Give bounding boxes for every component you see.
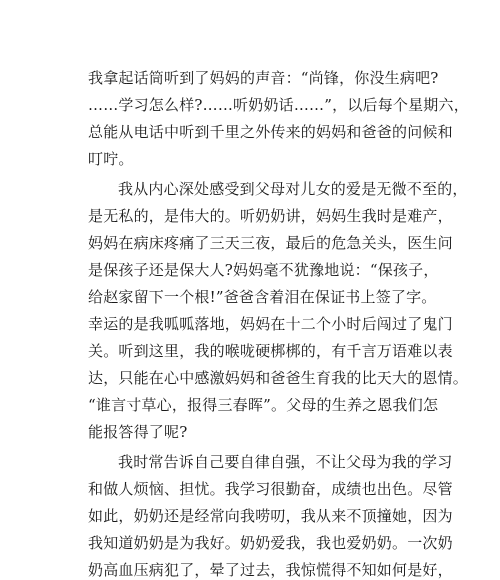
text-line: 和做人烦恼、担忧。我学习很勤奋，成绩也出色。尽管 [88,480,453,498]
text-line: 奶高血压病犯了，晕了过去，我惊慌得不知如何是好， [88,561,453,579]
text-line: 给赵家留下一个根!”爸爸含着泪在保证书上签了字。 [88,288,437,306]
text-line: 能报答得了呢? [88,423,188,441]
text-line: 我从内心深处感受到父母对儿女的爱是无微不至的， [118,180,468,198]
text-line: ……学习怎么样?……听奶奶话……”，以后每个星期六， [88,96,469,114]
text-line: 总能从电话中听到千里之外传来的妈妈和爸爸的问候和 [88,123,453,141]
text-line: “谁言寸草心，报得三春晖”。父母的生养之恩我们怎 [88,396,439,414]
text-line: 是无私的，是伟大的。听奶奶讲，妈妈生我时是难产， [88,207,453,225]
text-line: 叮咛。 [88,150,134,168]
text-line: 幸运的是我呱呱落地，妈妈在十二个小时后闯过了鬼门 [88,315,453,333]
text-line: 我时常告诉自己要自律自强，不让父母为我的学习 [118,453,453,471]
text-line: 达，只能在心中感激妈妈和爸爸生育我的比天大的恩情。 [88,369,469,387]
text-line: 我拿起话筒听到了妈妈的声音：“尚锋，你没生病吧? [88,69,439,87]
text-line: 是保孩子还是保大人?妈妈毫不犹豫地说：“保孩子， [88,261,439,279]
text-line: 我知道奶奶是为我好。奶奶爱我，我也爱奶奶。一次奶 [88,534,453,552]
text-line: 关。听到这里，我的喉咙硬梆梆的，有千言万语难以表 [88,342,453,360]
text-line: 妈妈在病床疼痛了三天三夜，最后的危急关头，医生问 [88,234,453,252]
text-line: 如此，奶奶还是经常向我唠叨，我从来不顶撞她，因为 [88,507,453,525]
